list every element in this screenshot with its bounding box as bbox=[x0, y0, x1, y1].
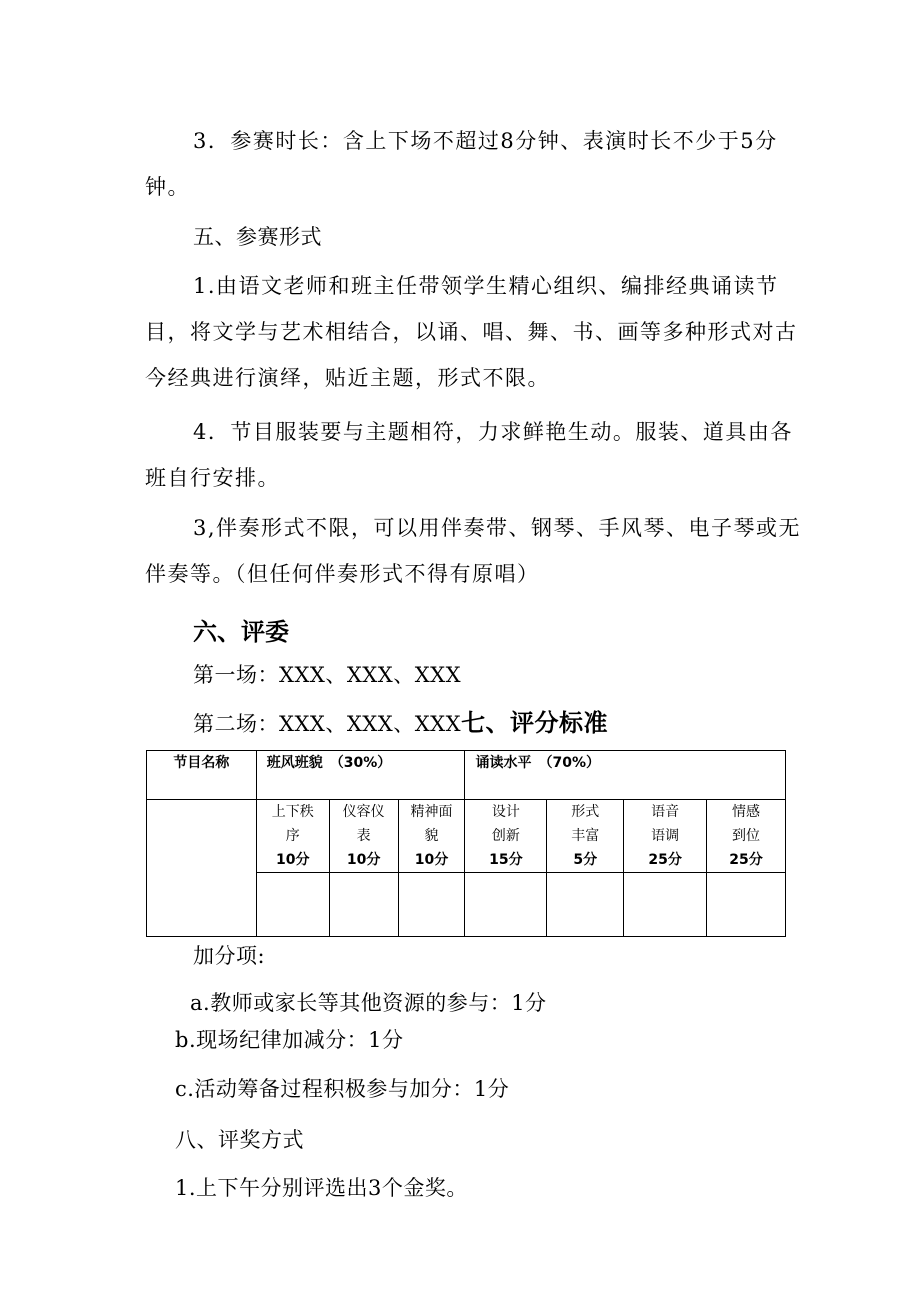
header-recital-level: 诵读水平 （70%） bbox=[465, 751, 786, 800]
bonus-item-a: a.教师或家长等其他资源的参与：1分 bbox=[190, 991, 547, 1015]
criterion-points: 10分 bbox=[414, 852, 449, 868]
criterion-cell bbox=[624, 800, 707, 873]
header-class-style: 班风班貌 （30%） bbox=[256, 751, 465, 800]
score-cell bbox=[398, 873, 465, 937]
program-name-cell bbox=[147, 800, 257, 937]
criterion-cell bbox=[329, 800, 398, 873]
criterion-points: 25分 bbox=[729, 852, 763, 868]
section-heading-format: 五、参赛形式 bbox=[193, 225, 322, 249]
criterion-cell bbox=[547, 800, 624, 873]
table-header-row bbox=[147, 751, 786, 800]
criterion-points: 25分 bbox=[648, 852, 682, 868]
table-criteria-row bbox=[147, 800, 786, 873]
criterion-points: 10分 bbox=[276, 852, 310, 868]
paragraph-format-1: 1.由语文老师和班主任带领学生精心组织、编排经典诵读节目，将文学与艺术相结合，以诵、唱、舞、书、画等多种形式对古今经典进行演绎，贴近主题，形式不限。 bbox=[145, 274, 798, 390]
criterion-line: 语音 bbox=[651, 804, 680, 820]
criterion-cell bbox=[465, 800, 547, 873]
judges-second: 第二场：XXX、XXX、XXX bbox=[193, 712, 462, 736]
section-heading-awards: 八、评奖方式 bbox=[175, 1128, 304, 1152]
score-cell bbox=[707, 873, 786, 937]
judges-first: 第一场：XXX、XXX、XXX bbox=[193, 663, 462, 687]
paragraph-costume: 4．节目服装要与主题相符，力求鲜艳生动。服装、道具由各班自行安排。 bbox=[145, 420, 793, 490]
paragraph-duration: 3．参赛时长：含上下场不超过8分钟、表演时长不少于5分钟。 bbox=[145, 129, 778, 199]
bonus-item-c: c.活动筹备过程积极参与加分：1分 bbox=[175, 1077, 510, 1101]
criterion-points: 10分 bbox=[346, 852, 381, 868]
section-heading-judges: 六、评委 bbox=[193, 618, 289, 646]
bonus-item-b: b.现场纪律加减分：1分 bbox=[175, 1028, 404, 1052]
criterion-line: 精神面 bbox=[410, 804, 453, 820]
criterion-line: 语调 bbox=[651, 828, 680, 844]
criterion-line: 貌 bbox=[424, 828, 439, 844]
criterion-points: 15分 bbox=[489, 852, 523, 868]
score-cell bbox=[624, 873, 707, 937]
score-cell bbox=[256, 873, 329, 937]
criterion-line: 表 bbox=[356, 828, 371, 844]
criterion-line: 到位 bbox=[732, 828, 761, 844]
criterion-line: 序 bbox=[285, 828, 300, 844]
criterion-line: 仪容仪 bbox=[342, 804, 385, 820]
criterion-points: 5分 bbox=[573, 852, 598, 868]
score-cell bbox=[465, 873, 547, 937]
header-program-name: 节目名称 bbox=[147, 751, 257, 800]
score-cell bbox=[547, 873, 624, 937]
awards-item-1: 1.上下午分别评选出3个金奖。 bbox=[175, 1176, 468, 1200]
criterion-line: 情感 bbox=[732, 804, 761, 820]
criterion-line: 创新 bbox=[491, 828, 520, 844]
criterion-line: 形式 bbox=[571, 804, 600, 820]
criterion-cell bbox=[398, 800, 465, 873]
criterion-cell bbox=[707, 800, 786, 873]
section-heading-scoring: 七、评分标准 bbox=[461, 709, 609, 737]
paragraph-accompaniment: 3,伴奏形式不限，可以用伴奏带、钢琴、手风琴、电子琴或无伴奏等。（但任何伴奏形式不得有原唱） bbox=[145, 516, 802, 586]
criterion-line: 丰富 bbox=[571, 828, 600, 844]
scoring-table bbox=[146, 750, 786, 937]
judges-second-line bbox=[193, 700, 608, 747]
bonus-title: 加分项: bbox=[193, 944, 266, 968]
criterion-cell bbox=[256, 800, 329, 873]
criterion-line: 上下秩 bbox=[271, 804, 314, 820]
criterion-line: 设计 bbox=[491, 804, 520, 820]
score-cell bbox=[329, 873, 398, 937]
